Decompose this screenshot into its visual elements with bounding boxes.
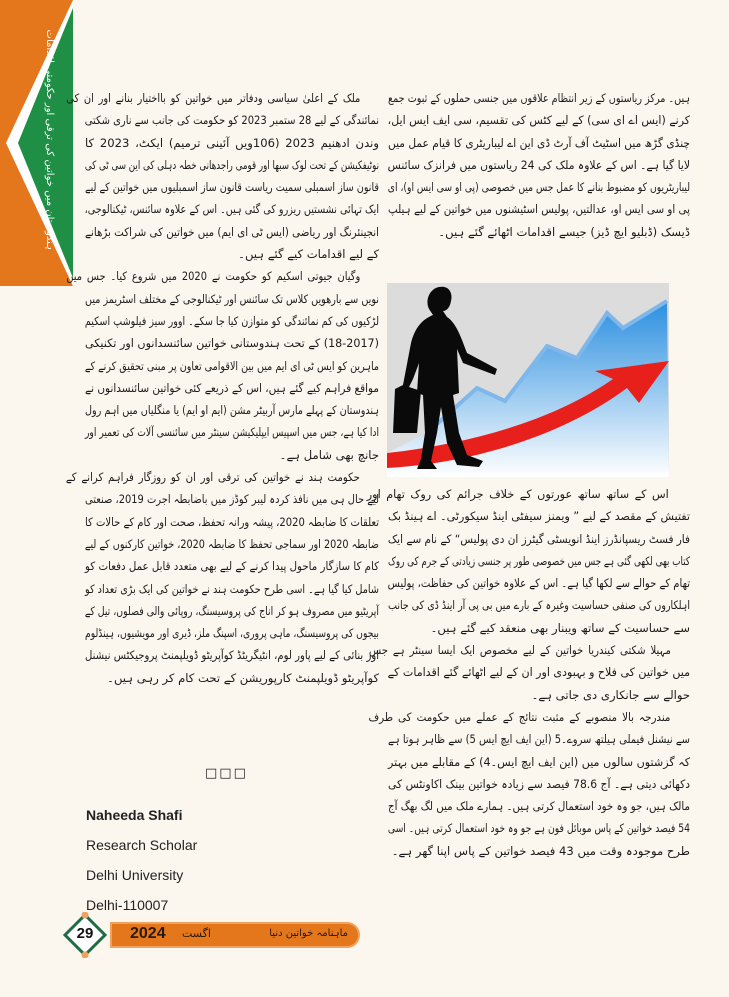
text-line: ڈیسک (ڈبلیو ایچ ڈیز) جیسے اقدامات اٹھائے گئے ہیں۔ — [438, 224, 690, 239]
businesswoman-growth-illustration — [387, 283, 669, 477]
page-footer — [58, 910, 378, 965]
issue-month: اگست — [182, 927, 211, 940]
text-line: ضابطہ 2020 اور سماجی تحفظ کا ضابطہ 2020، خواتین کارکنوں کے لیے — [84, 536, 379, 551]
text-line: ایک تہائی نشستیں ریزرو کی گئی ہیں۔ اس کے علاوہ سائنس، ٹیکنالوجی، — [84, 202, 380, 217]
text-line: چنڈی گڑھ میں اسٹیٹ آف آرٹ ڈی این اے لیباریٹری کا قیام عمل میں — [388, 135, 690, 150]
text-line: کتاب بھی لکھی گئی ہے جس میں خصوصی طور پر جنسی زیادتی کے جرم کی روک — [388, 553, 690, 568]
paragraph — [66, 87, 380, 265]
paragraph — [65, 466, 380, 689]
text-line: میں خواتین کی فلاح و بہبودی اور ان کے لیے اٹھائے گئے اقدامات کے — [387, 665, 690, 680]
text-line: بیجوں کی پروسیسنگ، ماہی پروری، اسپنگ ملز، ڈیری اور مویشیوں، ہینڈلوم — [85, 626, 379, 641]
footer-banner — [110, 922, 360, 948]
text-line: تھام کے حوالے سے لکھا گیا ہے۔ اس کے علاوہ خواتین کی حفاظت، پولیس — [387, 576, 690, 591]
section-title: ہندوستان میں خواتین کی ترقی اور حکومتی اقدامات — [44, 29, 55, 250]
text-line: ہندوستان کے پہلے مارس آربیٹر مشن (ایم او ایم) یا منگلیاں میں اہم رول — [85, 403, 379, 418]
paragraph — [366, 483, 690, 639]
text-line: ماہرین کو ایس ٹی ای ایم میں بین الاقوامی تعاون پر مبنی تحقیق کرنے کے — [84, 358, 379, 373]
text-line: لیباریٹریوں کو مضبوط بنانے کا عمل جس میں خصوصی (پی او سی ایس او)، ای — [387, 180, 690, 195]
text-line: وندن ادھنیم 2023 (106ویں آئینی ترمیم) ایکٹ، 2023 کا — [85, 135, 379, 150]
text-line: کرنے (ایس اے ای سی) کے لیے کٹس کی تقسیم، سی ایف ایس ایل، — [387, 113, 690, 128]
chevron-decoration-icon — [0, 0, 73, 286]
text-line: وگیان جیوتی اسکیم کو حکومت نے 2020 میں شروع کیا۔ جس میں — [66, 269, 361, 284]
text-line: اس کے ساتھ ساتھ عورتوں کے خلاف جرائم کی روک تھام اور — [366, 487, 669, 501]
right-text-column-top — [388, 87, 690, 243]
text-line: لایا گیا ہے۔ اس کے علاوہ ملک کی 24 ریاستوں میں فرانزک سائنس — [387, 157, 690, 172]
issue-year: 2024 — [130, 925, 166, 942]
text-line: تفتیش کے مقصد کے لیے ” ویمنز سیفٹی اینڈ سیکورٹی۔ اے ہینڈ بک — [388, 509, 690, 524]
text-line: مواقع فراہم کیے گئے ہیں، اس کے ذریعے کئی خواتین سائنسدانوں نے — [85, 380, 379, 395]
magazine-name: ماہنامہ خواتین دنیا — [269, 928, 348, 939]
text-line: سے حساسیت کے ساتھ ویبنار بھی منعقد کیے گئے ہیں۔ — [430, 620, 690, 635]
text-line: حوالے سے جانکاری دی جاتی ہے۔ — [531, 687, 690, 702]
author-institution: Delhi University — [86, 867, 184, 883]
paragraph — [388, 87, 690, 243]
text-line: دکھائی دیتی ہے۔ آج 78.6 فیصد سے زیادہ خواتین بینک اکاونٹس کی — [388, 776, 691, 791]
paragraph — [368, 639, 690, 706]
text-line: شامل کیا گیا ہے۔ اسی طرح حکومت ہند نے خواتین کی ایک بڑی تعداد کو — [84, 581, 380, 596]
text-line: کہ گزشتوں سالوں میں (این ایف ایچ ایس۔4) کے مقابلے میں بہتر — [388, 754, 690, 769]
text-line: 54 فیصد خواتین کے پاس موبائل فون ہے جو وہ خود استعمال کرتی ہیں۔ اسی — [387, 821, 690, 836]
text-line: قانون ساز اسمبلی سمیت ریاست قانون ساز اسمبلیوں میں خواتین کے لیے — [85, 180, 379, 195]
section-end-marks: □□□ — [205, 766, 248, 781]
text-line: (18-2017) کے تحت ہندوستانی خواتین سائنسدانوں اور تکنیکی — [85, 336, 379, 351]
text-line: فار فسٹ ریسپانڈرز اینڈ انویسٹی گیٹرز ان دی پولیس“ کے نام سے ایک — [387, 531, 690, 546]
text-line: نوٹیفکیشن کے تحت لوک سبھا اور قومی راجدھانی خطہ دہلی کی این سی ٹی کی — [84, 157, 379, 172]
text-line: جانچ بھی شامل ہے۔ — [279, 447, 379, 462]
author-block — [86, 800, 197, 920]
text-line: مالک ہیں، جو وہ خود استعمال کرتی ہیں۔ ہمارے ملک میں لگ بھگ آج — [388, 799, 690, 814]
paragraph — [66, 265, 379, 466]
text-line: پی او سی ایس او، عدالتیں، پولیس اسٹیشنوں میں خواتین کے لیے ہیلپ — [388, 202, 690, 217]
text-line: کام کا سازگار ماحول پیدا کرنے کے لیے بھی متعدد قابل عمل دفعات کو — [85, 559, 379, 574]
text-line: نمائندگی کے لیے 28 ستمبر 2023 کو حکومت کی جانب سے ناری شکتی — [84, 113, 379, 128]
text-line: اور بنائی کے لیے پاور لوم، انٹیگریٹڈ کوآپریٹو ڈویلپمنٹ پروجیکٹس نیشنل — [85, 648, 379, 663]
text-line: ہیں۔ مرکز ریاستوں کے زیر انتظام علاقوں میں جنسی حملوں کے ثبوت جمع — [388, 91, 690, 105]
text-line: ملک کے اعلیٰ سیاسی ودفاتر میں خواتین کو بااختیار بنانے اور ان کی — [66, 91, 361, 105]
author-title: Research Scholar — [86, 837, 198, 853]
text-line: مہیلا شکتی کیندریا خواتین کے لیے مخصوص ایک ایسا سینٹر ہے جس — [368, 643, 671, 658]
author-address: Delhi-110007 — [86, 897, 169, 913]
text-line: کے لیے اقدامات کیے گئے ہیں۔ — [238, 247, 379, 262]
left-text-column — [65, 87, 380, 689]
text-line: نویں سے بارھویں کلاس تک سائنس اور ٹیکنالوجی کے مختلف اسٹریمز میں — [85, 291, 379, 306]
author-name: Naheeda Shafi — [86, 807, 183, 823]
page-number: 29 — [76, 925, 94, 942]
text-line: حکومت ہند نے خواتین کی ترقی اور ان کو روزگار فراہم کرانے کے — [65, 470, 360, 485]
text-line: لڑکیوں کی کم نمائندگی کو متوازن کیا جا سکے۔ اوور سیز فیلوشپ اسکیم — [84, 313, 379, 328]
text-line: مندرجہ بالا منصوبے کے مثبت نتائج کے عملے میں حکومت کی طرف — [368, 709, 671, 724]
text-line: لیے حال ہی میں نافذ کردہ لیبر کوڈز میں باضابطہ اجرت 2019، صنعتی — [85, 492, 379, 507]
paragraph — [368, 706, 691, 862]
right-text-column-bottom — [366, 483, 691, 862]
text-line: تعلقات کا ضابطہ 2020، پیشہ ورانہ تحفظ، صحت اور کام کے حالات کا — [85, 514, 379, 529]
text-line: اہلکاروں کی صنفی حساسیت وغیرہ کے بارے میں بی پی آر اینڈ ڈی کی جانب — [388, 598, 690, 613]
text-line: سے نیشنل فیملی ہیلتھ سروے۔5 (این ایف ایچ ایس 5) سے ظاہر ہوتا ہے — [388, 732, 690, 747]
section-sidebar-tab — [0, 0, 73, 286]
text-line: کوآپریٹو ڈویلپمنٹ کارپوریشن کے تحت کام کر رہی ہیں۔ — [107, 670, 379, 685]
text-line: انجینئرنگ اور ریاضی (ایس ٹی ای ایم) میں خواتین کی شراکت بڑھانے — [84, 224, 379, 239]
text-line: ادا کیا ہے، جس میں اسپیس ایپلیکیشن سینٹر میں سائنسی آلات کی تعمیر اور — [85, 425, 379, 440]
text-line: آپریٹیو میں مصروف ہو کر اناج کی پروسیسنگ، روپائی والی فصلوں، تیل کے — [84, 603, 379, 618]
page-number-badge — [62, 912, 108, 958]
text-line: طرح موجودہ وقت میں 43 فیصد خواتین کے پاس اپنا گھر ہے۔ — [391, 843, 690, 858]
